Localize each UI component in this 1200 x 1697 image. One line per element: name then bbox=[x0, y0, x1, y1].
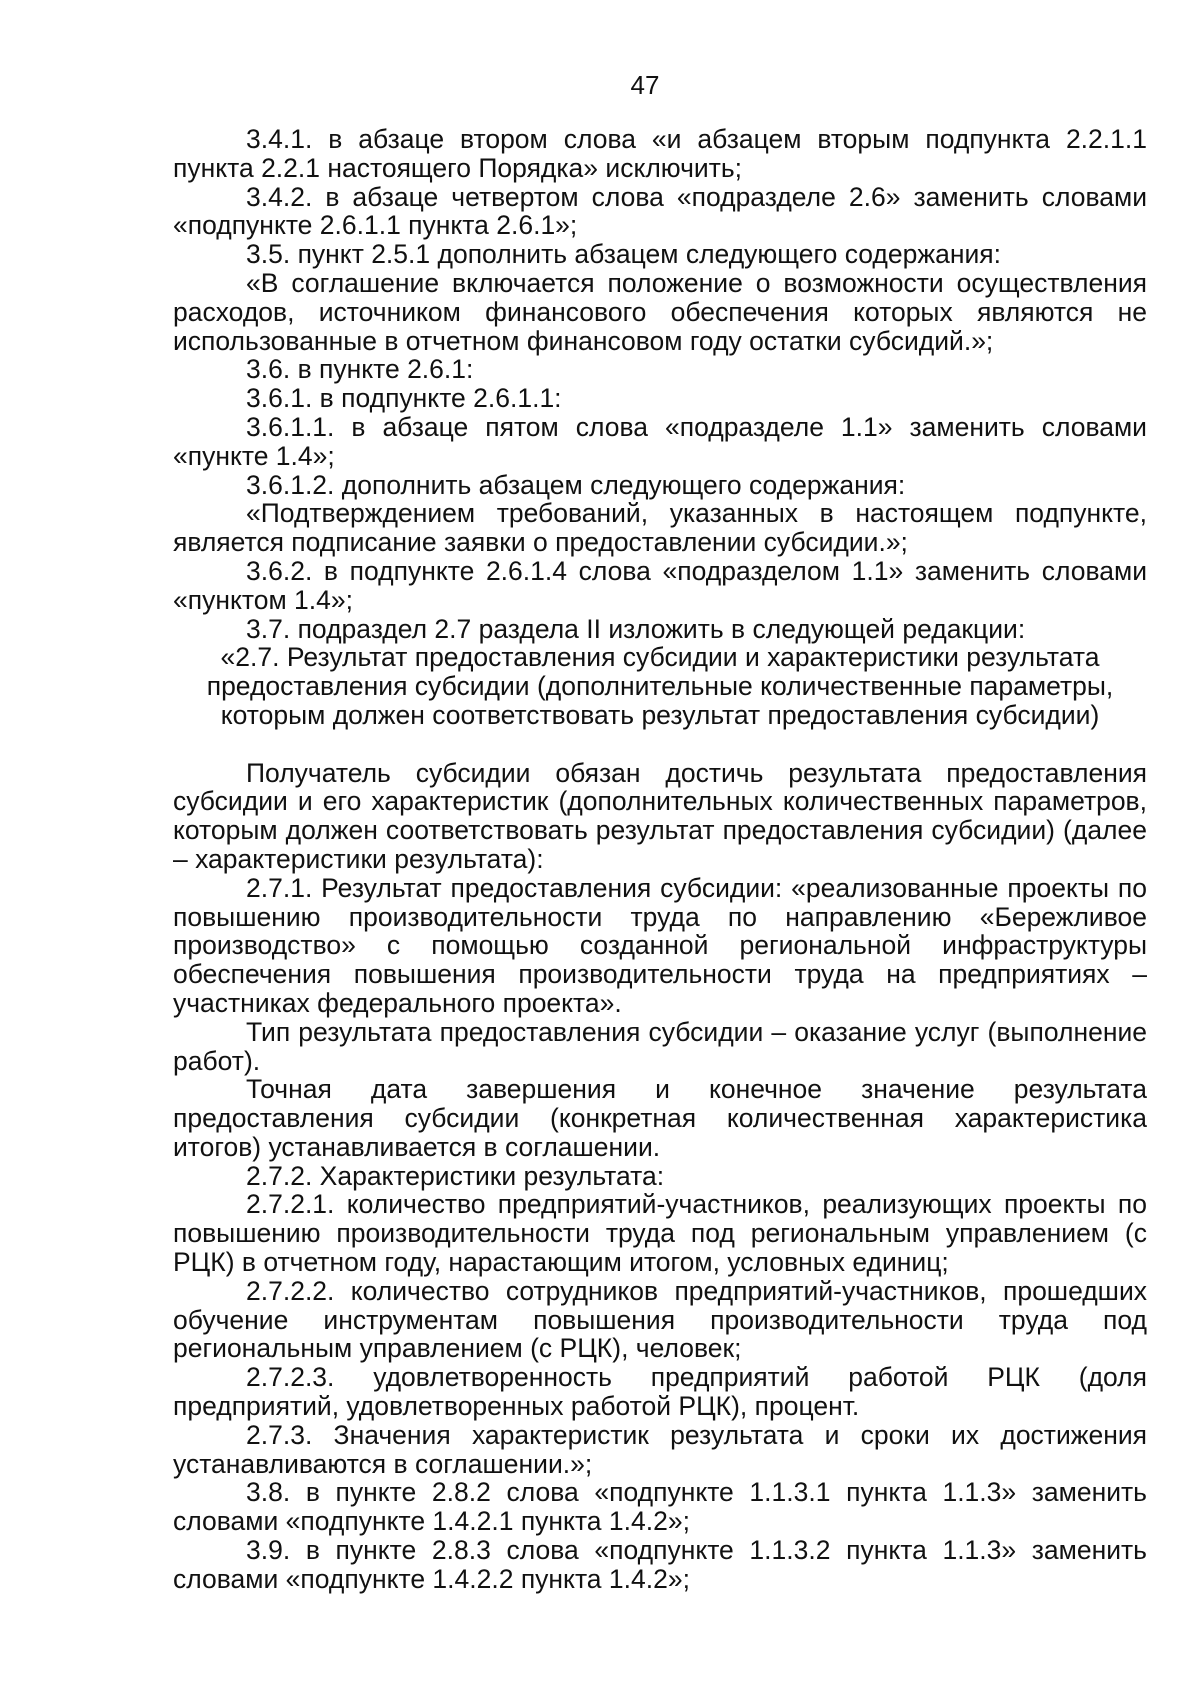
paragraph-3-5: 3.5. пункт 2.5.1 дополнить абзацем следующего содержания: bbox=[246, 239, 1001, 270]
paragraph-3-8: 3.8. в пункте 2.8.2 слова «подпункте 1.1.3.1 пункта 1.1.3» заменить словами «подпункте 1.4.2.1 пункта 1.4.2»; bbox=[173, 1477, 1147, 1537]
paragraph-3-4-1: 3.4.1. в абзаце втором слова «и абзацем вторым подпункта 2.2.1.1 пункта 2.2.1 настоящего Порядка» исключить; bbox=[173, 124, 1147, 183]
paragraph-3-5-quote: «В соглашение включается положение о возможности осуществления расходов, источником финансового обеспечения которых являются не использованные в отчетном финансовом году остатки субсидий.»; bbox=[173, 267, 1147, 356]
paragraph-3-6-1-2: 3.6.1.2. дополнить абзацем следующего содержания: bbox=[246, 469, 906, 500]
paragraph-2-7-2-1: 2.7.2.1. количество предприятий-участников, реализующих проекты по повышению производительности труда под региональным управлением (с РЦК) в отчетном году, нарастающим итогом, условных единиц; bbox=[173, 1189, 1147, 1278]
section-heading-line: «2.7. Результат предоставления субсидии и характеристики результата bbox=[220, 642, 1100, 673]
paragraph-3-6-1-1: 3.6.1.1. в абзаце пятом слова «подразделе 1.1» заменить словами «пункте 1.4»; bbox=[173, 411, 1147, 471]
paragraph-3-6-1-2-quote: «Подтверждением требований, указанных в настоящем подпункте, является подписание заявки о предоставлении субсидии.»; bbox=[173, 498, 1147, 558]
paragraph-3-4-2: 3.4.2. в абзаце четвертом слова «подразделе 2.6» заменить словами «подпункте 2.6.1.1 пункта 2.6.1»; bbox=[173, 181, 1147, 241]
paragraph-2-7-2-2: 2.7.2.2. количество сотрудников предприятий-участников, прошедших обучение инструментам повышения производительности труда под региональным управлением (с РЦК), человек; bbox=[173, 1275, 1147, 1364]
paragraph-3-6-1: 3.6.1. в подпункте 2.6.1.1: bbox=[246, 383, 562, 414]
paragraph-exact-date: Точная дата завершения и конечное значение результата предоставления субсидии (конкретная количественная характеристика итогов) устанавливается в соглашении. bbox=[173, 1074, 1147, 1162]
blank-line bbox=[173, 730, 1147, 759]
paragraph-3-9: 3.9. в пункте 2.8.3 слова «подпункте 1.1.3.2 пункта 1.1.3» заменить словами «подпункте 1.4.2.2 пункта 1.4.2»; bbox=[173, 1535, 1147, 1594]
paragraph-2-7-3: 2.7.3. Значения характеристик результата и сроки их достижения устанавливаются в соглашении.»; bbox=[173, 1419, 1147, 1479]
paragraph-2-7-1: 2.7.1. Результат предоставления субсидии: «реализованные проекты по повышению производительности труда по направлению «Бережливое производство» с помощью созданной региональной инфраструктуры обеспечения повышения производительности труда на предприятиях – участниках федерального проекта». bbox=[173, 872, 1147, 1018]
paragraph-3-6-2: 3.6.2. в подпункте 2.6.1.4 слова «подразделом 1.1» заменить словами «пунктом 1.4»; bbox=[173, 555, 1147, 615]
paragraph-result-type: Тип результата предоставления субсидии – оказание услуг (выполнение работ). bbox=[173, 1016, 1147, 1076]
document-body bbox=[173, 125, 1147, 1594]
paragraph-2-7-2-3: 2.7.2.3. удовлетворенность предприятий работой РЦК (доля предприятий, удовлетворенных работой РЦК), процент. bbox=[173, 1362, 1147, 1422]
section-heading-line: которым должен соответствовать результат предоставления субсидии) bbox=[220, 699, 1100, 730]
paragraph-recipient-obligation: Получатель субсидии обязан достичь результата предоставления субсидии и его характеристик (дополнительных количественных параметров, которым должен соответствовать результат предоставления субсидии) (далее – характеристики результата): bbox=[173, 757, 1147, 874]
paragraph-3-6: 3.6. в пункте 2.6.1: bbox=[246, 354, 474, 385]
paragraph-3-7: 3.7. подраздел 2.7 раздела II изложить в следующей редакции: bbox=[246, 613, 1026, 644]
page-number: 47 bbox=[630, 70, 660, 100]
section-heading bbox=[173, 643, 1147, 729]
section-heading-line: предоставления субсидии (дополнительные количественные параметры, bbox=[206, 671, 1114, 702]
paragraph-2-7-2: 2.7.2. Характеристики результата: bbox=[246, 1160, 665, 1191]
